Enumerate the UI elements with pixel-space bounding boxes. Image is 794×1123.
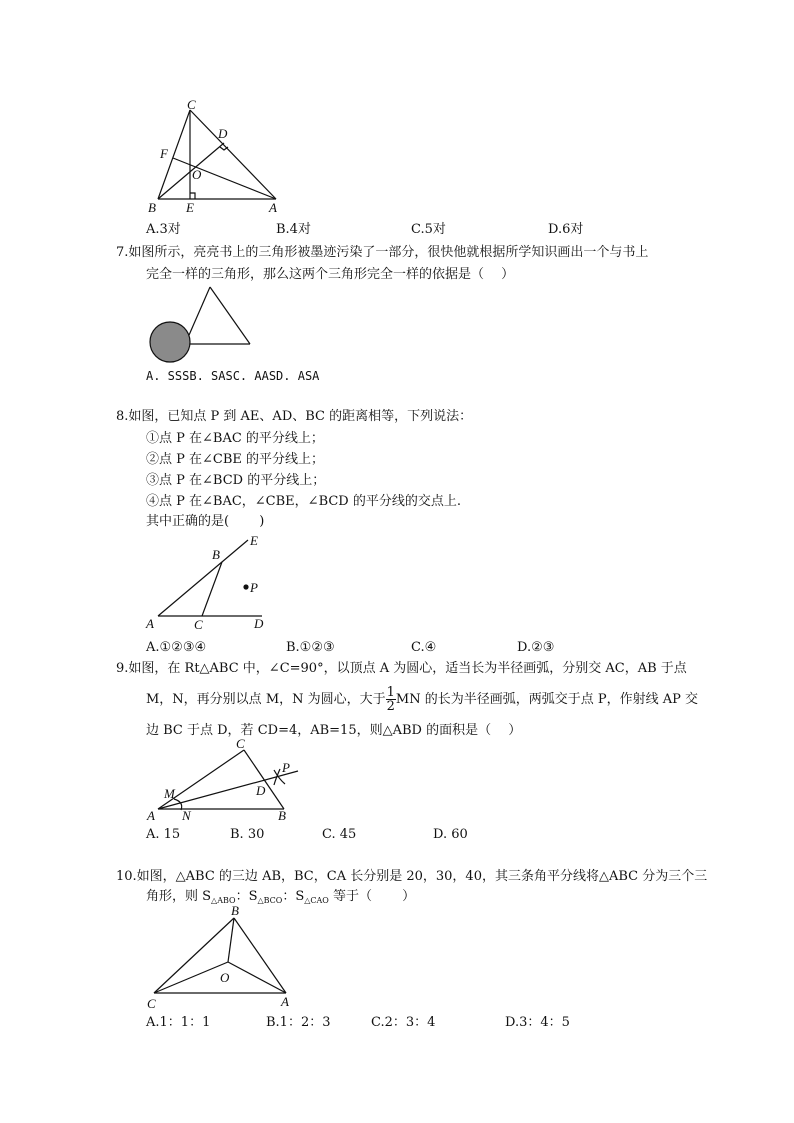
q8-statement-1: ①点 P 在∠BAC 的平分线上； xyxy=(146,431,324,446)
q9-label-A: A xyxy=(147,808,155,823)
q10-label-C: C xyxy=(147,996,156,1011)
q6-label-F: F xyxy=(160,146,168,161)
q8-label-P: P xyxy=(250,580,258,595)
q8-stem-line1: 8.如图，已知点 P 到 AE、AD、BC 的距离相等，下列说法： xyxy=(116,409,473,424)
q9-label-C: C xyxy=(236,736,245,751)
q6-seg-FA xyxy=(173,158,276,199)
q6-label-B: B xyxy=(148,200,156,215)
q10-label-O: O xyxy=(220,970,230,985)
q8-point-P xyxy=(243,584,248,589)
q9-fraction-den: 2 xyxy=(386,699,395,714)
q7-options[interactable]: A. SSSB. SASC. AASD. ASA xyxy=(146,369,320,383)
q7-figure xyxy=(146,282,256,364)
q8-option-a[interactable]: A.①②③④ xyxy=(146,640,207,655)
q6-right-angle-E xyxy=(190,193,195,199)
q10-seg-OA xyxy=(228,962,286,993)
q8-label-E: E xyxy=(250,533,258,548)
q9-stem-line2-a: M，N，再分别以点 M，N 为圆心，大于 xyxy=(146,692,386,707)
q9-label-D: D xyxy=(256,783,266,798)
q8-statement-2: ②点 P 在∠CBE 的平分线上； xyxy=(146,452,325,467)
q6-option-d[interactable]: D.6对 xyxy=(548,222,584,237)
q9-stem-line3: 边 BC 于点 D，若 CD=4，AB=15，则△ABD 的面积是（ ） xyxy=(146,723,522,738)
q9-option-c[interactable]: C. 45 xyxy=(322,827,357,842)
q10-stem-line2-a: 角形，则 S xyxy=(146,889,212,904)
q9-stem-line2 xyxy=(146,684,698,716)
q10-option-d[interactable]: D.3：4：5 xyxy=(505,1015,570,1030)
q10-seg-OC xyxy=(154,962,228,993)
q7-stem-line1: 7.如图所示，亮亮书上的三角形被墨迹污染了一部分，很快他就根据所学知识画出一个与书上 xyxy=(116,245,649,260)
q6-option-a[interactable]: A.3对 xyxy=(146,222,181,237)
q9-seg-CB xyxy=(244,750,284,809)
q10-option-b[interactable]: B.1：2：3 xyxy=(266,1015,331,1030)
q6-label-C: C xyxy=(187,97,196,112)
q6-option-c[interactable]: C.5对 xyxy=(411,222,446,237)
q10-label-A: A xyxy=(281,994,289,1009)
q10-option-a[interactable]: A.1：1：1 xyxy=(146,1015,211,1030)
q6-right-angle-D xyxy=(220,147,228,150)
q10-seg-BA xyxy=(234,918,286,993)
q10-option-c[interactable]: C.2：3：4 xyxy=(371,1015,436,1030)
q10-stem-line2-b: 等于（ ） xyxy=(328,889,416,904)
q8-seg-AE xyxy=(158,540,248,616)
q6-label-O: O xyxy=(192,167,202,182)
q10-label-B: B xyxy=(231,903,239,918)
q6-label-A: A xyxy=(269,200,277,215)
q8-label-C: C xyxy=(194,617,203,632)
q9-fraction-num: 1 xyxy=(386,685,395,700)
q7-stem-line2: 完全一样的三角形，那么这两个三角形完全一样的依据是（ ） xyxy=(146,267,515,282)
q10-figure xyxy=(140,902,300,1010)
q6-option-b[interactable]: B.4对 xyxy=(276,222,311,237)
q8-option-b[interactable]: B.①②③ xyxy=(286,640,335,655)
q8-label-D: D xyxy=(254,616,264,631)
q6-figure xyxy=(140,98,290,214)
q8-question: 其中正确的是( ) xyxy=(146,514,265,529)
q10-stem-line1: 10.如图，△ABC 的三边 AB，BC，CA 长分别是 20，30，40，其三条角平分线将△ABC 分为三个三 xyxy=(116,869,708,884)
q9-label-P: P xyxy=(282,760,290,775)
q9-option-a[interactable]: A. 15 xyxy=(146,827,181,842)
q9-label-N: N xyxy=(182,808,191,823)
q9-label-M: M xyxy=(164,786,175,801)
q10-sub-cao: △CAO xyxy=(304,896,329,905)
q8-statement-4: ④点 P 在∠BAC，∠CBE，∠BCD 的平分线的交点上. xyxy=(146,494,461,509)
q10-sub-bco: △BCO xyxy=(257,896,283,905)
q7-triangle-left xyxy=(186,287,210,342)
q6-label-E: E xyxy=(186,200,194,215)
q7-triangle-right xyxy=(210,287,250,344)
q9-label-B: B xyxy=(278,808,286,823)
q6-seg-CA xyxy=(190,110,276,199)
q10-sep-2: ：S xyxy=(282,889,305,904)
q8-figure xyxy=(140,532,280,634)
q8-option-c[interactable]: C.④ xyxy=(411,640,437,655)
q7-ink-blot xyxy=(150,322,190,362)
q8-option-d[interactable]: D.②③ xyxy=(517,640,555,655)
q9-figure xyxy=(140,738,310,826)
q9-option-b[interactable]: B. 30 xyxy=(230,827,265,842)
q9-stem-line1: 9.如图，在 Rt△ABC 中，∠C=90°，以顶点 A 为圆心，适当长为半径画弧，分别交 AC，AB 于点 xyxy=(116,661,687,676)
q9-option-d[interactable]: D. 60 xyxy=(433,827,468,842)
q10-sub-abo: △ABO xyxy=(211,896,236,905)
q6-label-D: D xyxy=(218,126,228,141)
q10-seg-OB xyxy=(228,918,234,962)
q8-label-B: B xyxy=(212,547,220,562)
q9-fraction xyxy=(386,686,396,713)
q8-statement-3: ③点 P 在∠BCD 的平分线上； xyxy=(146,473,326,488)
q8-label-A: A xyxy=(146,616,154,631)
q9-stem-line2-b: MN 的长为半径画弧，两弧交于点 P，作射线 AP 交 xyxy=(395,692,699,707)
q10-sep-1: ：S xyxy=(235,889,258,904)
